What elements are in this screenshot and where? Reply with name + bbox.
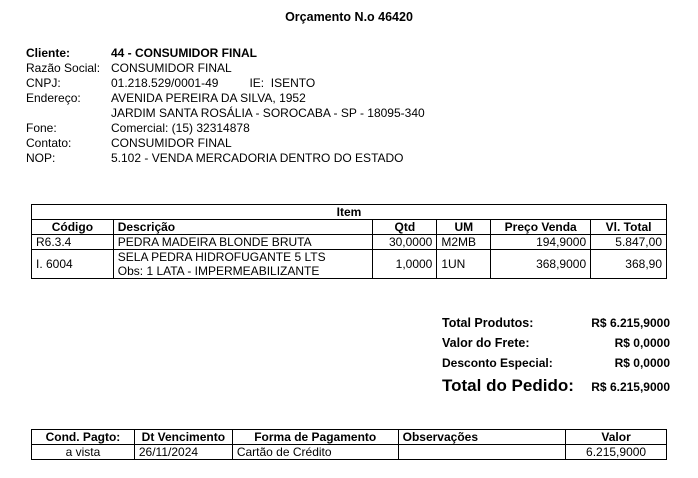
items-table [31,204,667,279]
nop-row [26,151,425,166]
cell-descricao-text: SELA PEDRA HIDROFUGANTE 5 LTS [117,250,326,264]
total-pedido-value: R$ 6.215,9000 [591,380,670,394]
desconto-label: Desconto Especial: [442,356,553,370]
cell-preco: 368,9000 [491,250,591,279]
cell-cond: a vista [32,445,135,460]
contato-value: CONSUMIDOR FINAL [111,136,232,150]
items-column-headers [32,220,667,235]
cell-preco: 194,9000 [491,235,591,250]
contato-label: Contato: [26,136,72,150]
cell-codigo: I. 6004 [32,250,114,279]
total-produtos-value: R$ 6.215,9000 [591,316,670,330]
client-row [26,46,425,61]
total-produtos-row [442,316,670,336]
col-header-total: Vl. Total [591,220,667,235]
fone-value: Comercial: (15) 32314878 [111,121,250,135]
items-section-title: Item [32,205,667,220]
frete-label: Valor do Frete: [442,336,530,350]
cell-descricao: PEDRA MADEIRA BLONDE BRUTA [113,235,373,250]
total-produtos-label: Total Produtos: [442,316,534,330]
frete-row [442,336,670,356]
items-section-header [32,205,667,220]
col-header-codigo: Código [32,220,114,235]
cnpj-value: 01.218.529/0001-49 [111,76,219,90]
razao-row [26,61,425,76]
cell-qtd: 30,0000 [373,235,437,250]
cliente-value: 44 - CONSUMIDOR FINAL [111,46,258,60]
cnpj-label: CNPJ: [26,76,61,90]
payment-table [31,429,667,460]
cnpj-row [26,76,425,91]
endereco-line2: JARDIM SANTA ROSÁLIA - SOROCABA - SP - 18095-340 [111,106,425,120]
ie-value: IE: ISENTO [249,76,316,90]
total-pedido-row [442,376,670,398]
cell-forma: Cartão de Crédito [232,445,398,460]
cell-valor: 6.215,9000 [566,445,667,460]
cell-total: 368,90 [591,250,667,279]
nop-label: NOP: [26,151,56,165]
cell-obs [398,445,566,460]
endereco-line1: AVENIDA PEREIRA DA SILVA, 1952 [111,91,306,105]
desconto-row [442,356,670,376]
col-header-um: UM [437,220,491,235]
cell-descricao-obs: Obs: 1 LATA - IMPERMEABILIZANTE [117,264,320,278]
cell-um: M2MB [437,235,491,250]
table-row [32,250,667,279]
document-title: Orçamento N.o 46420 [285,10,413,24]
total-pedido-label: Total do Pedido: [442,376,574,395]
cell-um: 1UN [437,250,491,279]
payment-column-headers [32,430,667,445]
cell-descricao [113,250,373,279]
totals-block [442,316,670,398]
cell-total: 5.847,00 [591,235,667,250]
col-header-descricao: Descrição [113,220,373,235]
fone-row [26,121,425,136]
cliente-label: Cliente: [26,46,71,60]
nop-value: 5.102 - VENDA MERCADORIA DENTRO DO ESTADO [111,151,404,165]
col-header-qtd: Qtd [373,220,437,235]
col-header-preco: Preço Venda [491,220,591,235]
table-row [32,445,667,460]
table-row [32,235,667,250]
cell-codigo: R6.3.4 [32,235,114,250]
contato-row [26,136,425,151]
desconto-value: R$ 0,0000 [614,356,670,370]
client-info [26,46,425,166]
cell-qtd: 1,0000 [373,250,437,279]
fone-label: Fone: [26,121,57,135]
col-header-obs: Observações [398,430,566,445]
endereco-row [26,91,425,106]
endereco-label: Endereço: [26,91,81,105]
endereco-row-2 [26,106,425,121]
razao-value: CONSUMIDOR FINAL [111,61,232,75]
col-header-forma: Forma de Pagamento [232,430,398,445]
frete-value: R$ 0,0000 [614,336,670,350]
cell-venc: 26/11/2024 [134,445,232,460]
col-header-valor: Valor [566,430,667,445]
razao-label: Razão Social: [26,61,101,75]
col-header-cond: Cond. Pagto: [32,430,135,445]
col-header-venc: Dt Vencimento [134,430,232,445]
